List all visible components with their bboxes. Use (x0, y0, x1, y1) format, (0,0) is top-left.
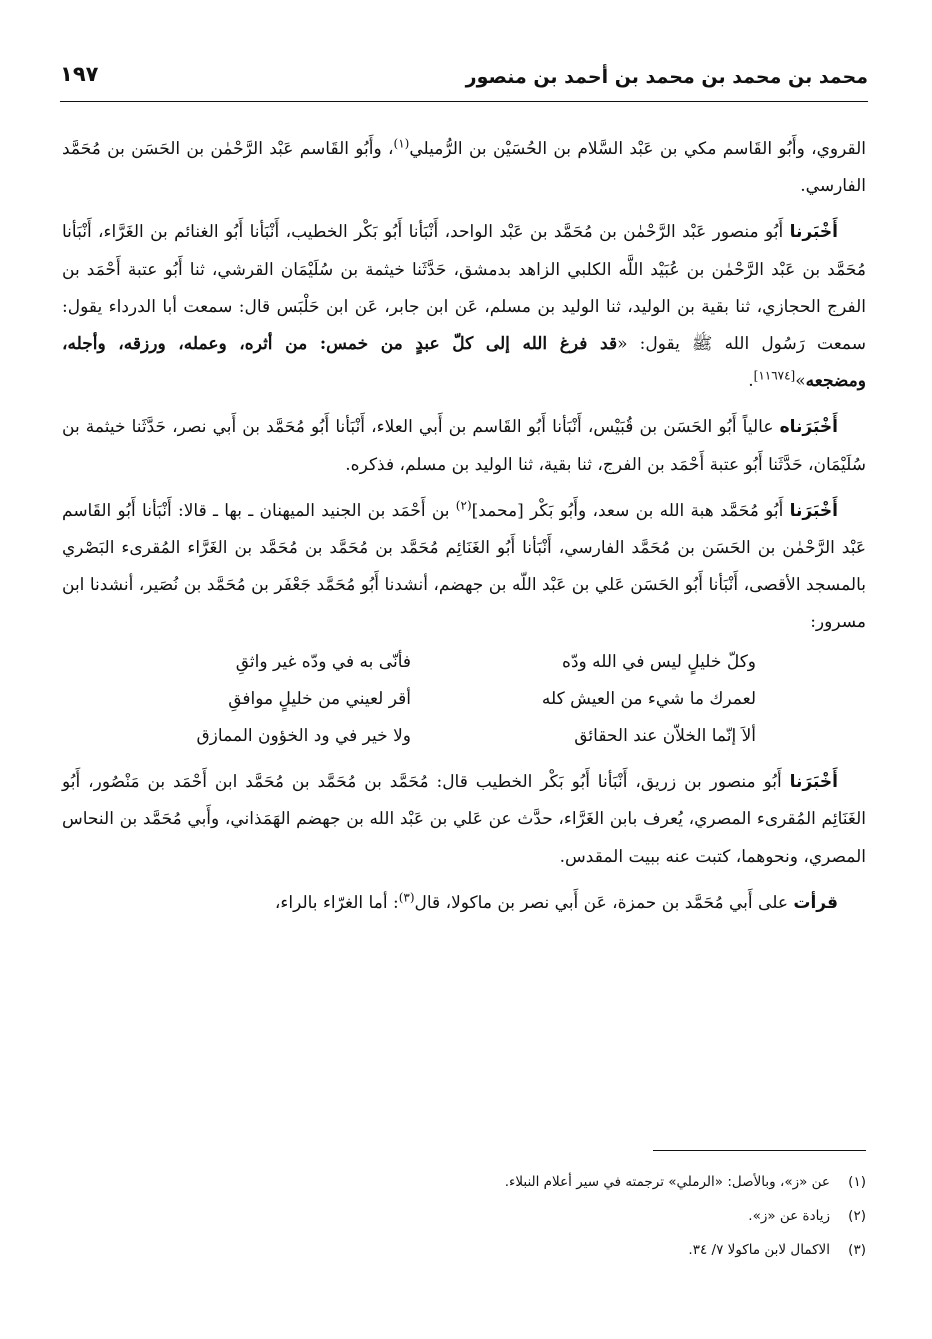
paragraph (62, 131, 866, 205)
keyword: قرأت (793, 892, 838, 913)
paragraph (62, 764, 866, 876)
second-hemistich: فأنّى به في ودّه غير واثقِ (235, 651, 411, 672)
paragraph-text: القروي، وأَبُو القَاسم مكي بن عَبْد السَّلام بن الحُسَيْن بن الرُّميلي (409, 139, 866, 159)
reference-mark: (١) (393, 136, 410, 151)
paragraph (62, 493, 866, 642)
paragraph-text: بن أَحْمَد بن الجنيد الميهنان ـ بها ـ قالا: أَنْبَأنا أَبُو القَاسم عَبْد الرَّحْمٰن بن الحَسَن بن مُحَمَّد الفارسي، أَنْبَأنا أَبُو الغَنَائِم مُحَمَّد بن مُحَمَّد بن مُحَمَّد بن الغَرَّاء المُقرىء البَصْري بالمسجد الأقصى، أَنْبَأنا أَبُو الحَسَن عَلي بن عَبْد اللّه بن جهضم، أنشدنا أَبُو مُحَمَّد جَعْفَر بن مُحَمَّد بن نُصَير، أنشدنا ابن مسرور: (62, 500, 866, 633)
running-header (60, 62, 868, 98)
footnote (62, 1233, 866, 1267)
paragraph-text: أَبُو منصور بن زريق، أَنْبَأنا أَبُو بَكْر الخطيب قال: مُحَمَّد بن مُحَمَّد بن مُحَمَّد ابن أَحْمَد بن مَنْصُور، أَبُو الغَنَائِم المُقرىء المصري، يُعرف بابن الغَرَّاء، حدَّث عن عَلي بن عَبْد الله بن جهضم الهَمَذاني، وأَبي مُحَمَّد بن النحاس المصري، ونحوهما، كتبت عنه ببيت المقدس. (62, 772, 866, 867)
footnote (62, 1165, 866, 1199)
footnote (62, 1199, 866, 1233)
footnotes (62, 1165, 866, 1267)
keyword: أَخْبَرَناه (779, 417, 838, 438)
paragraph-text: قد فرغ الله إلى كلّ عبدٍ من خمس: من أثره، وعمله، ورزقه، وأجله، ومضجعه (62, 334, 866, 392)
footnote-text: الاكمال لابن ماكولا ٧/ ٣٤. (688, 1242, 830, 1258)
paragraph (62, 409, 866, 483)
second-hemistich: ولا خير في ود الخؤون الممازق (196, 726, 411, 747)
paragraph-text: ، وأَبُو القَاسم عَبْد الرَّحْمٰن بن الحَسَن بن مُحَمَّد الفارسي. (62, 139, 866, 197)
paragraph (62, 885, 866, 922)
header-title: محمد بن محمد بن محمد بن أحمد بن منصور (465, 66, 868, 88)
paragraph-text: : أما الغرّاء بالراء، (274, 892, 399, 913)
poem-verse (62, 644, 866, 681)
first-hemistich: وكلّ خليلٍ ليس في الله ودّه (562, 651, 756, 672)
keyword: أَخْبَرَنا (789, 772, 838, 793)
paragraph-text: . (748, 371, 754, 392)
paragraph-text: أَبُو مُحَمَّد هبة الله بن سعد، وأَبُو بَكْر [محمد] (471, 500, 790, 521)
poem-verse (62, 718, 866, 755)
paragraph-text: على أَبي مُحَمَّد بن حمزة، عَن أَبي نصر بن ماكولا، قال (414, 892, 794, 913)
page-number: ١٩٧ (60, 62, 99, 86)
paragraph-text: » (795, 371, 806, 392)
reference-mark: [١١٦٧٤] (753, 368, 796, 383)
paragraph-text: عالياً أَبُو الحَسَن بن قُبَيْس، أَنْبَأنا أَبُو القَاسم بن أَبي العلاء، أَنْبَأنا أَبُو مُحَمَّد بن أَبي نصر، حَدَّثَنا خيثمة بن سُلَيْمَان، حَدَّثَنا أَبُو عتبة أَحْمَد بن الفرج، ثنا بقية، ثنا الوليد بن مسلم، فذكره. (62, 417, 866, 475)
footnote-text: عن «ز»، وبالأصل: «الرملي» ترجمته في سير أعلام النبلاء. (504, 1174, 830, 1190)
paragraph-text: أَبُو منصور عَبْد الرَّحْمٰن بن مُحَمَّد بن عَبْد الواحد، أَنْبَأنا أَبُو بَكْر الخطيب، أَنْبَأنا أَبُو الغنائم بن الغَرَّاء، أَنْبَأنا مُحَمَّد بن عَبْد الرَّحْمٰن بن عُبَيْد اللَّه الكلبي الزاهد بدمشق، حَدَّثَنا خيثمة بن سُلَيْمَان القرشي، ثنا أَبُو عتبة أَحْمَد بن الفرج الحجازي، ثنا بقية بن الوليد، ثنا الوليد بن مسلم، عَن ابن جابر، عَن ابن حَلْبَس قال: سمعت أبا الدرداء يقول: سمعت رَسُول الله ﷺ يقول: « (62, 222, 866, 355)
footnote-mark: (٢) (848, 1208, 866, 1224)
poem (62, 644, 866, 756)
keyword: أَخْبَرنا (789, 222, 838, 243)
footnote-text: زيادة عن «ز». (748, 1208, 830, 1224)
footnote-rule (653, 1150, 866, 1151)
first-hemistich: ألاَ إنّما الخلاّن عند الحقائق (574, 726, 756, 747)
first-hemistich: لعمرك ما شيء من العيش كله (541, 688, 756, 709)
paragraphs-after-poem (62, 764, 866, 922)
poem-verse (62, 681, 866, 718)
reference-mark: (٢) (455, 498, 472, 513)
second-hemistich: أقر لعيني من خليلٍ موافقِ (228, 688, 411, 709)
header-rule (60, 101, 868, 102)
paragraph (62, 214, 866, 400)
footnote-mark: (١) (848, 1174, 866, 1190)
main-text (62, 131, 866, 922)
footnote-mark: (٣) (848, 1242, 866, 1258)
paragraphs-before-poem (62, 131, 866, 642)
reference-mark: (٣) (398, 890, 415, 905)
keyword: أَخْبَرَنا (789, 500, 838, 521)
